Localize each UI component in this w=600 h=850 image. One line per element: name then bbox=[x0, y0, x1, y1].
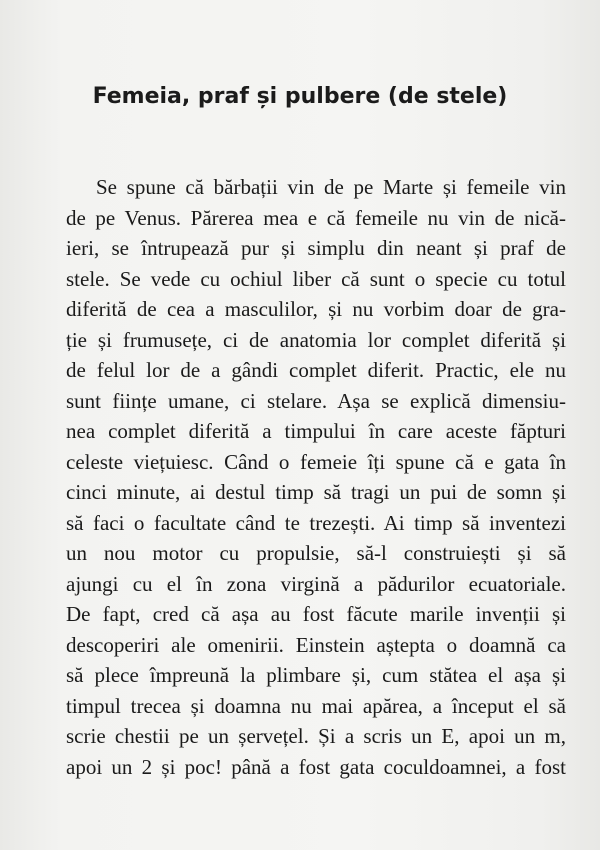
text-line: celeste viețuiesc. Când o femeie îți spune că e gata în bbox=[66, 449, 566, 474]
text-line: de felul lor de a gândi complet diferit. Practic, ele nu bbox=[66, 358, 566, 382]
text-line: ție și frumusețe, ci de anatomia lor complet diferită și bbox=[66, 327, 566, 352]
text-line: un nou motor cu propulsie, să-l construiești și să bbox=[66, 541, 566, 565]
text-line: sunt ființe umane, ci stelare. Așa se explică dimensiu- bbox=[66, 388, 566, 413]
text-line: de pe Venus. Părerea mea e că femeile nu vin de nică- bbox=[66, 205, 566, 230]
text-line: să faci o facultate când te trezești. Ai timp să inventezi bbox=[66, 510, 566, 535]
chapter-title: Femeia, praf și pulbere (de stele) bbox=[92, 84, 508, 109]
text-line: diferită de cea a masculilor, și nu vorbim doar de gra- bbox=[66, 297, 566, 321]
text-line: scrie chestii pe un șervețel. Și a scris un E, apoi un m, bbox=[66, 724, 566, 748]
text-line: cinci minute, ai destul timp să tragi un pui de somn și bbox=[66, 480, 566, 504]
text-line: stele. Se vede cu ochiul liber că sunt o specie cu totul bbox=[66, 266, 566, 291]
text-line: timpul trecea și doamna nu mai apărea, a început el să bbox=[66, 693, 566, 718]
text-line: De fapt, cred că așa au fost făcute marile invenții și bbox=[66, 602, 566, 626]
text-line: apoi un 2 și poc! până a fost gata coculdoamnei, a fost bbox=[66, 754, 566, 779]
chapter-body bbox=[66, 172, 566, 782]
text-line: ajungi cu el în zona virgină a pădurilor ecuatoriale. bbox=[66, 571, 566, 596]
text-line: Se spune că bărbații vin de pe Marte și femeile vin bbox=[96, 175, 566, 199]
text-line: descoperiri ale omenirii. Einstein aștepta o doamnă ca bbox=[66, 632, 566, 657]
text-line: ieri, se întrupează pur și simplu din neant și praf de bbox=[66, 236, 566, 260]
text-line: să plece împreună la plimbare și, cum stătea el așa și bbox=[66, 663, 566, 687]
text-line: nea complet diferită a timpului în care aceste făpturi bbox=[66, 419, 566, 443]
